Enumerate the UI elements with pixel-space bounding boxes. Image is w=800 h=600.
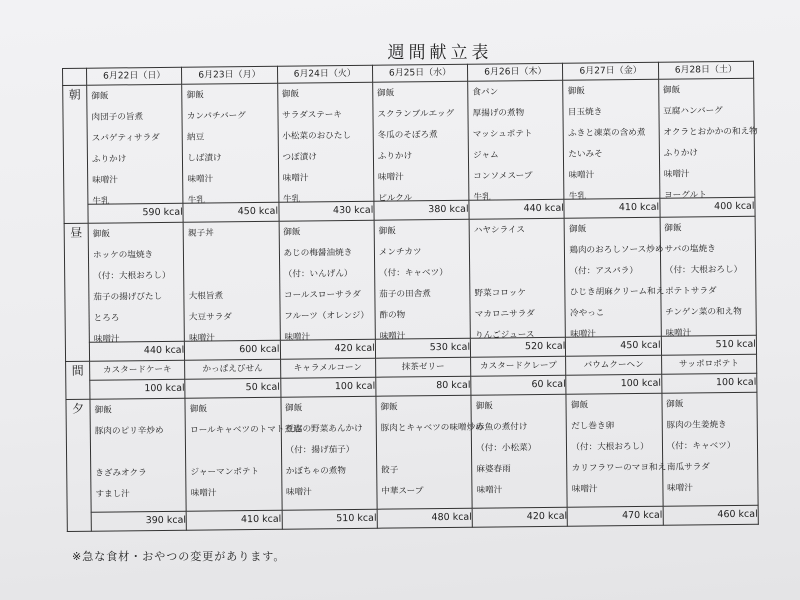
dinner-cell [376,395,484,509]
dish-item: 味噌汁 [189,333,215,344]
dish-item [190,445,276,467]
dish-item: ふりかけ [663,148,699,159]
lunch-cell [279,220,376,343]
dish-item: スパゲティサラダ [91,132,160,144]
breakfast-label: 朝 [63,85,88,223]
dish-item: 味噌汁 [476,485,503,496]
kcal-value: 420 kcal [472,507,567,527]
breakfast-cell [658,78,758,201]
dish-item [381,443,467,465]
kcal-value: 440 kcal [89,341,184,361]
dish-item: 御飯 [281,89,300,100]
dinner-cell [281,396,377,510]
weekly-menu-table [62,61,759,532]
dish-item: （付：揚げ茄子） [285,444,355,456]
kcal-value: 460 kcal [663,505,759,525]
dish-item: （付：アスパラ） [569,265,639,277]
dish-item: 御飯 [283,227,301,238]
dish-item: 納豆 [186,132,205,143]
kcal-value: 420 kcal [280,339,375,359]
dish-item: 味噌汁 [379,331,406,342]
kcal-value: 100 kcal [566,374,661,394]
dish-item: 茄子の揚げびたし [93,291,163,303]
dish-item: 味噌汁 [93,334,120,345]
snack-item: キャラメルコーン [280,358,375,378]
dish-item: 味噌汁 [377,172,404,183]
kcal-value: 380 kcal [374,200,469,220]
kcal-value: 100 kcal [280,377,375,397]
snack-item: サッポロポテト [661,354,757,374]
dish-item: 牛乳 [473,192,491,203]
dish-item: ホッケの塩焼き [92,250,154,261]
kcal-value: 600 kcal [185,340,280,360]
dish-item: 豚肉とキャベツの味噌炒め [380,422,484,434]
dish-item: ヨーグルト [664,190,707,201]
dish-item: 御飯 [664,223,682,234]
breakfast-cell [277,82,374,205]
dinner-row [66,392,758,512]
dish-item: 味噌汁 [190,488,217,499]
dish-item: かぼちゃの煮物 [285,466,347,477]
dinner-cell [185,397,302,511]
dish-item: （付：キャベツ） [666,440,736,452]
lunch-cell [565,217,665,340]
dish-item: とろろ [93,313,120,324]
dish-item: フルーツ（オレンジ） [284,310,370,322]
dish-item: 御飯 [475,401,493,412]
corner-cell [63,68,87,85]
dish-item: 豆腐の野菜あんかけ [285,423,363,435]
dish-item [474,245,560,267]
dish-item: 味噌汁 [571,484,598,495]
snack-item: 抹茶ゼリー [375,357,470,377]
dish-item: 御飯 [186,90,204,101]
dish-item: 豆腐ハンバーグ [663,106,723,117]
dish-item: 御飯 [570,400,589,411]
page-title: 週間献立表 [387,43,493,63]
kcal-value: 440 kcal [469,199,564,219]
dish-item: 南瓜サラダ [666,462,710,473]
dish-item: ひじき胡麻クリーム和え [569,286,665,298]
dish-item: ハヤシライス [473,225,526,236]
dish-item: 御飯 [91,91,109,102]
footnote: ※急な食材・おやつの変更があります。 [72,550,286,563]
dish-item: ポテトサラダ [665,286,717,297]
kcal-value: 450 kcal [566,336,661,356]
dish-item: サバの塩焼き [664,244,716,255]
kcal-value: 450 kcal [183,202,278,222]
dish-item: 豚肉の生姜焼き [666,420,727,431]
lunch-cell [88,222,185,345]
dish-item: （付：大根おろし） [571,441,649,453]
snack-item: カスタードクレープ [471,356,566,376]
day-header: 6月25日（水） [372,64,467,82]
dish-item: ふきと凍菜の含め煮 [568,127,646,139]
kcal-value: 480 kcal [377,508,472,528]
dish-item: 御飯 [567,86,585,97]
day-header: 6月23日（月） [182,66,277,84]
dinner-cell [471,394,567,508]
kcal-value: 410 kcal [186,510,281,530]
lunch-cell [374,219,471,342]
dish-item: 野菜コロッケ [474,288,526,299]
dish-item: 豚肉のピリ辛炒め [94,425,164,437]
dish-item: マッシュポテト [472,129,533,140]
dish-item: オクラとおかかの和え物 [663,126,758,138]
dish-item [474,266,560,288]
snack-item: かっぱえびせん [185,359,280,379]
dinner-cell [90,398,186,512]
breakfast-cell [182,83,279,206]
dish-item: チンゲン菜の和え物 [665,306,742,318]
kcal-value: 80 kcal [376,376,471,396]
dish-item: 牛乳 [568,191,587,202]
kcal-value: 100 kcal [90,379,185,399]
dish-item: 冬瓜のそぼろ煮 [377,130,438,141]
dish-item: あじの梅醤油焼き [283,247,353,259]
dish-item: ロールキャベツのトマト煮込 [190,424,302,436]
dish-item: 鶏肉のおろしソース炒め [569,244,664,256]
dish-item: 厚揚げの煮物 [472,108,525,119]
dish-item: 御飯 [189,404,208,415]
dish-item: 大根旨煮 [188,291,224,302]
day-header: 6月22日（日） [87,67,182,85]
dish-item: 味噌汁 [667,483,693,494]
dish-item: 中華スープ [381,486,424,497]
dish-item: メンチカツ [378,247,422,258]
dish-item: 牛乳 [282,194,301,205]
dish-item: 小松菜のおひたし [282,130,352,142]
dish-item: 味噌汁 [665,328,692,339]
dish-item: ふりかけ [377,151,413,162]
lunch-cell [183,221,280,344]
kcal-value: 100 kcal [661,373,757,393]
kcal-value: 520 kcal [470,337,565,357]
breakfast-cell [468,80,565,203]
day-header: 6月28日（土） [658,61,753,79]
dish-item: 味噌汁 [663,169,690,180]
dish-item: （付：大根おろし） [664,264,743,276]
dinner-cell [662,392,758,506]
dish-item: 味噌汁 [284,332,311,343]
kcal-value: 410 kcal [564,198,659,218]
dish-item: 大豆サラダ [188,312,232,323]
dinner-cell [566,393,667,507]
dish-item [188,248,274,270]
dish-item: サラダステーキ [282,110,343,121]
dish-item: だし巻き卵 [571,421,615,432]
dish-item: ふりかけ [91,154,127,165]
dish-item: カンパチバーグ [186,111,246,122]
snack-label: 間 [66,361,90,399]
breakfast-cell [373,81,470,204]
dish-item: 味噌汁 [570,329,597,340]
dish-item: 御飯 [92,229,111,240]
dish-item: ジャム [473,150,499,161]
dish-item: 赤魚の煮付け [475,422,528,433]
dish-item: 牛乳 [187,195,205,206]
dish-item [95,446,181,468]
snack-item: カスタードケーキ [90,360,185,380]
dish-item: 麻婆春雨 [476,464,511,475]
dish-item: 味噌汁 [568,170,595,181]
dish-item: ジャーマンポテト [190,466,260,478]
breakfast-cell [563,79,660,202]
dish-item: 御飯 [377,88,395,99]
lunch-label: 昼 [64,223,89,361]
dish-item: しば漬け [187,153,222,164]
dish-item: マカロニサラダ [474,309,535,320]
dish-item: 御飯 [378,226,396,237]
dish-item: 目玉焼き [567,107,603,118]
dish-item: ピルクル [378,193,413,204]
dish-item: （付：いんげん） [283,268,353,280]
dish-item: 餃子 [381,465,399,476]
day-header: 6月24日（火） [277,65,372,83]
dish-item: 茄子の田舎煮 [379,289,431,300]
dish-item: たいみそ [568,149,603,160]
dish-item: （付：キャベツ） [378,267,448,279]
snack-item: バウムクーヘン [566,355,661,375]
kcal-value: 430 kcal [278,201,373,221]
dish-item: りんごジュース [474,330,535,341]
dish-item: 味噌汁 [187,174,214,185]
lunch-row [64,216,756,342]
kcal-value: 470 kcal [568,506,663,526]
dish-item: つぼ漬け [282,152,317,163]
dish-item: 牛乳 [92,196,110,207]
lunch-cell [660,216,757,339]
breakfast-cell [87,84,184,207]
kcal-value: 510 kcal [661,335,757,355]
dinner-label: 夕 [66,399,91,531]
dish-item: 御飯 [285,403,303,414]
dish-item: （付：小松菜） [476,443,537,454]
kcal-value: 590 kcal [88,203,183,223]
kcal-value: 530 kcal [375,338,470,358]
day-header: 6月26日（木） [468,63,563,81]
dish-item: 御飯 [662,85,681,96]
dish-item: 冷やっこ [569,308,605,319]
dish-item: コールスローサラダ [283,289,361,301]
kcal-value: 510 kcal [282,509,377,529]
dish-item: 肉団子の旨煮 [91,112,144,123]
kcal-value: 390 kcal [91,511,186,531]
dish-item: （付：大根おろし） [93,270,171,282]
dish-item: コンソメスープ [473,171,533,182]
day-header: 6月27日（金） [563,62,658,80]
dish-item: 御飯 [380,402,398,413]
dish-item: 味噌汁 [92,175,119,186]
kcal-value: 60 kcal [471,375,566,395]
dish-item: 御飯 [666,399,684,410]
breakfast-row [63,78,755,204]
kcal-value: 50 kcal [185,378,280,398]
lunch-cell [469,218,566,341]
dish-item: 親子丼 [187,228,214,239]
dish-item: スクランブルエッグ [377,108,455,120]
dish-item: きざみオクラ [95,468,147,479]
dish-item: カリフラワーのマヨ和え [571,462,667,474]
dish-item: 御飯 [94,405,112,416]
dish-item: 味噌汁 [282,173,309,184]
dish-item: 味噌汁 [285,487,312,498]
dish-item: 食パン [472,87,499,98]
dish-item: 酢の物 [379,310,406,321]
dish-item: すまし汁 [95,489,130,500]
dish-item: 御飯 [569,224,587,235]
kcal-value: 400 kcal [660,197,756,217]
dish-item [188,269,274,291]
